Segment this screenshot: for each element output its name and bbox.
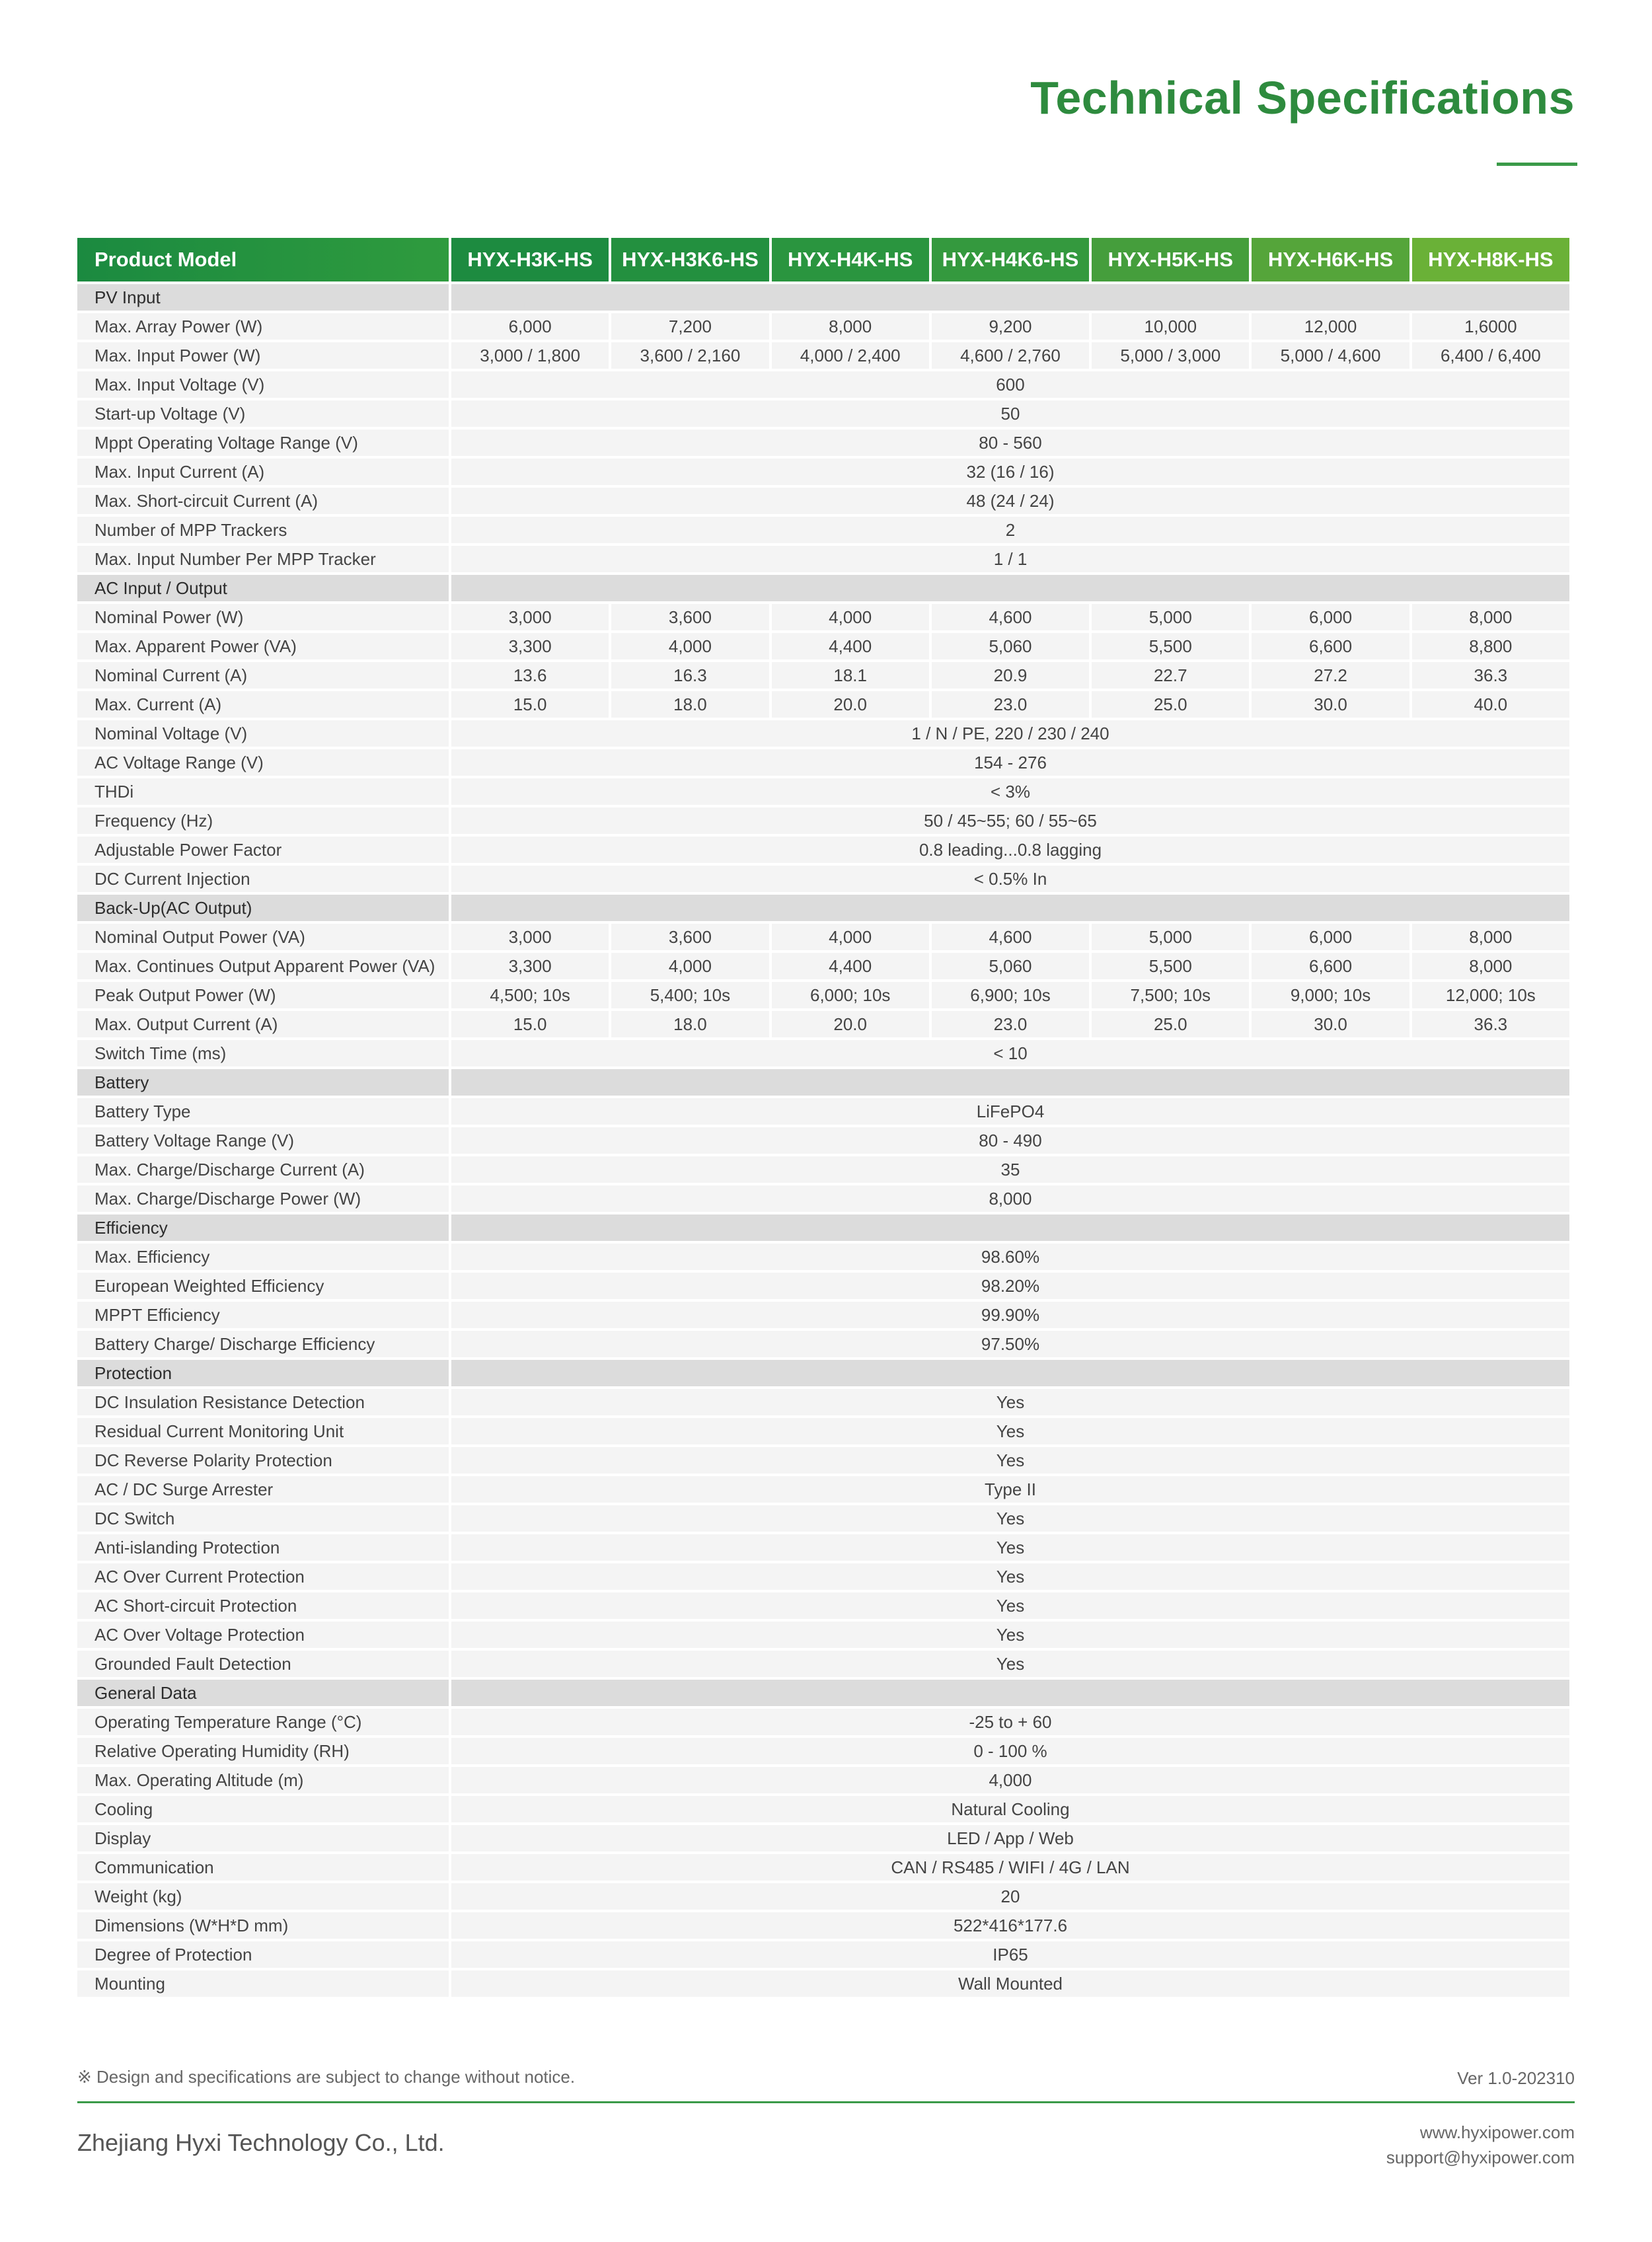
spec-value: 9,000; 10s: [1252, 982, 1409, 1008]
spec-label: Battery Type: [77, 1098, 449, 1125]
section-title: General Data: [77, 1680, 449, 1706]
spec-value: 8,800: [1412, 633, 1569, 659]
spec-row: [77, 1534, 1569, 1561]
spec-row: [77, 313, 1569, 340]
spec-value: 12,000: [1252, 313, 1409, 340]
section-row: [77, 1360, 1569, 1386]
spec-value: 4,000: [772, 604, 929, 630]
spec-label: Max. Short-circuit Current (A): [77, 488, 449, 514]
spec-value: 40.0: [1412, 691, 1569, 718]
spec-label: Max. Efficiency: [77, 1244, 449, 1270]
spec-row: [77, 837, 1569, 863]
spec-row: [77, 1767, 1569, 1793]
spec-label: Mounting: [77, 1970, 449, 1997]
spec-row: [77, 866, 1569, 892]
spec-label: DC Reverse Polarity Protection: [77, 1447, 449, 1474]
header-model: HYX-H3K-HS: [451, 238, 609, 281]
footer-divider: [77, 2101, 1575, 2103]
spec-row: [77, 488, 1569, 514]
spec-row: [77, 1447, 1569, 1474]
spec-row: [77, 1825, 1569, 1851]
version-label: Ver 1.0-202310: [1457, 2068, 1575, 2088]
spec-value-shared: 50 / 45~55; 60 / 55~65: [451, 807, 1569, 834]
spec-value-shared: 4,000: [451, 1767, 1569, 1793]
spec-value: 8,000: [1412, 604, 1569, 630]
spec-value: 5,000: [1092, 604, 1249, 630]
spec-row: [77, 604, 1569, 630]
spec-label: DC Insulation Resistance Detection: [77, 1389, 449, 1415]
header-row: [77, 238, 1569, 281]
spec-value-shared: -25 to + 60: [451, 1709, 1569, 1735]
spec-value: 23.0: [932, 1011, 1089, 1037]
spec-label: Anti-islanding Protection: [77, 1534, 449, 1561]
spec-label: Max. Charge/Discharge Current (A): [77, 1156, 449, 1183]
spec-value: 36.3: [1412, 662, 1569, 689]
header-model: HYX-H6K-HS: [1252, 238, 1409, 281]
spec-value-shared: 2: [451, 517, 1569, 543]
spec-label: Nominal Current (A): [77, 662, 449, 689]
section-row: [77, 895, 1569, 921]
spec-value: 30.0: [1252, 691, 1409, 718]
spec-label: Max. Input Number Per MPP Tracker: [77, 546, 449, 572]
spec-row: [77, 1883, 1569, 1910]
spec-label: MPPT Efficiency: [77, 1302, 449, 1328]
spec-value: 7,200: [611, 313, 769, 340]
spec-value: 5,500: [1092, 953, 1249, 979]
spec-label: Number of MPP Trackers: [77, 517, 449, 543]
spec-value: 9,200: [932, 313, 1089, 340]
spec-label: Dimensions (W*H*D mm): [77, 1912, 449, 1939]
spec-row: [77, 1185, 1569, 1212]
section-title: PV Input: [77, 284, 449, 311]
section-row: [77, 1680, 1569, 1706]
spec-value-shared: < 3%: [451, 778, 1569, 805]
contact-block: [1386, 2120, 1575, 2170]
spec-value: 5,000 / 4,600: [1252, 342, 1409, 369]
spec-label: Battery Charge/ Discharge Efficiency: [77, 1331, 449, 1357]
title-underline: [1497, 163, 1577, 166]
spec-label: Nominal Output Power (VA): [77, 924, 449, 950]
spec-label: Max. Input Current (A): [77, 459, 449, 485]
spec-row: [77, 1738, 1569, 1764]
spec-label: Communication: [77, 1854, 449, 1881]
spec-label: THDi: [77, 778, 449, 805]
spec-value: 8,000: [1412, 924, 1569, 950]
spec-value-shared: Natural Cooling: [451, 1796, 1569, 1822]
spec-value: 6,600: [1252, 953, 1409, 979]
page-title: Technical Specifications: [1030, 72, 1575, 124]
spec-value-shared: Yes: [451, 1418, 1569, 1444]
spec-value: 4,000: [611, 953, 769, 979]
spec-value-shared: Yes: [451, 1389, 1569, 1415]
spec-label: Max. Apparent Power (VA): [77, 633, 449, 659]
spec-value: 18.1: [772, 662, 929, 689]
spec-row: [77, 720, 1569, 747]
spec-row: [77, 691, 1569, 718]
spec-value: 13.6: [451, 662, 609, 689]
spec-value: 1,6000: [1412, 313, 1569, 340]
spec-row: [77, 1505, 1569, 1532]
spec-value-shared: < 0.5% In: [451, 866, 1569, 892]
spec-label: Max. Output Current (A): [77, 1011, 449, 1037]
section-row: [77, 1069, 1569, 1096]
spec-row: [77, 1098, 1569, 1125]
spec-row: [77, 924, 1569, 950]
spec-row: [77, 633, 1569, 659]
spec-value: 30.0: [1252, 1011, 1409, 1037]
header-model: HYX-H5K-HS: [1092, 238, 1249, 281]
spec-row: [77, 1854, 1569, 1881]
spec-value-shared: IP65: [451, 1941, 1569, 1968]
spec-value-shared: 99.90%: [451, 1302, 1569, 1328]
spec-value: 5,060: [932, 953, 1089, 979]
spec-row: [77, 371, 1569, 398]
spec-value: 4,600: [932, 924, 1089, 950]
spec-row: [77, 662, 1569, 689]
spec-label: AC Over Voltage Protection: [77, 1622, 449, 1648]
spec-value-shared: 8,000: [451, 1185, 1569, 1212]
spec-row: [77, 1709, 1569, 1735]
header-product-model: Product Model: [77, 238, 449, 281]
spec-value: 4,000: [772, 924, 929, 950]
spec-value: 4,500; 10s: [451, 982, 609, 1008]
spec-label: Adjustable Power Factor: [77, 837, 449, 863]
spec-value: 6,000: [1252, 924, 1409, 950]
spec-row: [77, 1389, 1569, 1415]
spec-value-shared: 50: [451, 400, 1569, 427]
section-fill: [451, 284, 1569, 311]
spec-value: 4,400: [772, 953, 929, 979]
spec-row: [77, 1970, 1569, 1997]
spec-label: Max. Charge/Discharge Power (W): [77, 1185, 449, 1212]
spec-value: 25.0: [1092, 1011, 1249, 1037]
spec-body: [77, 284, 1569, 1997]
spec-row: [77, 1273, 1569, 1299]
section-fill: [451, 575, 1569, 601]
spec-row: [77, 1476, 1569, 1503]
spec-value: 4,600 / 2,760: [932, 342, 1089, 369]
section-fill: [451, 1069, 1569, 1096]
spec-row: [77, 749, 1569, 776]
spec-label: Mppt Operating Voltage Range (V): [77, 430, 449, 456]
spec-value: 3,600: [611, 604, 769, 630]
spec-value-shared: 98.20%: [451, 1273, 1569, 1299]
spec-row: [77, 1156, 1569, 1183]
spec-value: 8,000: [772, 313, 929, 340]
spec-value: 6,900; 10s: [932, 982, 1089, 1008]
spec-value-shared: 20: [451, 1883, 1569, 1910]
spec-row: [77, 517, 1569, 543]
spec-label: Weight (kg): [77, 1883, 449, 1910]
spec-value-shared: Yes: [451, 1622, 1569, 1648]
spec-value-shared: Wall Mounted: [451, 1970, 1569, 1997]
spec-row: [77, 778, 1569, 805]
spec-row: [77, 1244, 1569, 1270]
spec-value: 15.0: [451, 1011, 609, 1037]
spec-value: 10,000: [1092, 313, 1249, 340]
spec-label: AC Voltage Range (V): [77, 749, 449, 776]
spec-value-shared: 0 - 100 %: [451, 1738, 1569, 1764]
spec-row: [77, 1011, 1569, 1037]
spec-value-shared: 35: [451, 1156, 1569, 1183]
spec-label: AC Over Current Protection: [77, 1563, 449, 1590]
header-model: HYX-H4K-HS: [772, 238, 929, 281]
spec-row: [77, 1592, 1569, 1619]
spec-value-shared: Yes: [451, 1534, 1569, 1561]
spec-value: 20.0: [772, 1011, 929, 1037]
spec-label: Max. Input Power (W): [77, 342, 449, 369]
spec-label: AC / DC Surge Arrester: [77, 1476, 449, 1503]
spec-row: [77, 807, 1569, 834]
spec-row: [77, 1127, 1569, 1154]
spec-value-shared: 154 - 276: [451, 749, 1569, 776]
spec-value-shared: 80 - 490: [451, 1127, 1569, 1154]
spec-value-shared: 48 (24 / 24): [451, 488, 1569, 514]
spec-value: 36.3: [1412, 1011, 1569, 1037]
section-title: Back-Up(AC Output): [77, 895, 449, 921]
spec-row: [77, 1040, 1569, 1066]
spec-value-shared: 0.8 leading...0.8 lagging: [451, 837, 1569, 863]
spec-label: Battery Voltage Range (V): [77, 1127, 449, 1154]
spec-label: Max. Continues Output Apparent Power (VA): [77, 953, 449, 979]
section-title: AC Input / Output: [77, 575, 449, 601]
spec-value: 6,000; 10s: [772, 982, 929, 1008]
spec-value: 5,400; 10s: [611, 982, 769, 1008]
spec-value-shared: 32 (16 / 16): [451, 459, 1569, 485]
spec-value: 5,000 / 3,000: [1092, 342, 1249, 369]
spec-value: 3,000: [451, 604, 609, 630]
spec-row: [77, 1912, 1569, 1939]
spec-value-shared: 97.50%: [451, 1331, 1569, 1357]
header-model: HYX-H3K6-HS: [611, 238, 769, 281]
spec-value: 27.2: [1252, 662, 1409, 689]
spec-label: Residual Current Monitoring Unit: [77, 1418, 449, 1444]
spec-label: AC Short-circuit Protection: [77, 1592, 449, 1619]
spec-value-shared: Type II: [451, 1476, 1569, 1503]
spec-label: Nominal Voltage (V): [77, 720, 449, 747]
section-title: Protection: [77, 1360, 449, 1386]
spec-row: [77, 342, 1569, 369]
spec-label: DC Switch: [77, 1505, 449, 1532]
spec-value: 3,000 / 1,800: [451, 342, 609, 369]
spec-value: 3,000: [451, 924, 609, 950]
disclaimer-note: ※ Design and specifications are subject to change without notice.: [77, 2067, 576, 2087]
section-fill: [451, 1360, 1569, 1386]
section-fill: [451, 895, 1569, 921]
spec-value: 6,600: [1252, 633, 1409, 659]
spec-value-shared: 600: [451, 371, 1569, 398]
spec-value: 15.0: [451, 691, 609, 718]
spec-value: 3,600: [611, 924, 769, 950]
spec-value-shared: < 10: [451, 1040, 1569, 1066]
spec-value: 16.3: [611, 662, 769, 689]
spec-label: Grounded Fault Detection: [77, 1651, 449, 1677]
spec-row: [77, 1331, 1569, 1357]
spec-value-shared: Yes: [451, 1505, 1569, 1532]
section-fill: [451, 1214, 1569, 1241]
company-name: Zhejiang Hyxi Technology Co., Ltd.: [77, 2129, 445, 2156]
spec-value-shared: Yes: [451, 1447, 1569, 1474]
spec-label: Degree of Protection: [77, 1941, 449, 1968]
spec-label: Peak Output Power (W): [77, 982, 449, 1008]
spec-value: 4,000 / 2,400: [772, 342, 929, 369]
spec-label: Max. Array Power (W): [77, 313, 449, 340]
spec-value-shared: CAN / RS485 / WIFI / 4G / LAN: [451, 1854, 1569, 1881]
spec-value-shared: Yes: [451, 1592, 1569, 1619]
spec-value: 6,400 / 6,400: [1412, 342, 1569, 369]
spec-value: 20.0: [772, 691, 929, 718]
spec-value: 6,000: [451, 313, 609, 340]
section-row: [77, 284, 1569, 311]
spec-row: [77, 1302, 1569, 1328]
spec-value: 4,400: [772, 633, 929, 659]
spec-value-shared: 98.60%: [451, 1244, 1569, 1270]
spec-label: Nominal Power (W): [77, 604, 449, 630]
section-title: Battery: [77, 1069, 449, 1096]
support-email-link[interactable]: support@hyxipower.com: [1386, 2148, 1575, 2167]
spec-value: 3,600 / 2,160: [611, 342, 769, 369]
spec-row: [77, 1622, 1569, 1648]
spec-label: Start-up Voltage (V): [77, 400, 449, 427]
spec-row: [77, 430, 1569, 456]
spec-row: [77, 1651, 1569, 1677]
spec-value-shared: 1 / N / PE, 220 / 230 / 240: [451, 720, 1569, 747]
spec-value: 3,300: [451, 633, 609, 659]
spec-row: [77, 1563, 1569, 1590]
spec-row: [77, 459, 1569, 485]
spec-value-shared: Yes: [451, 1563, 1569, 1590]
spec-row: [77, 400, 1569, 427]
spec-value: 6,000: [1252, 604, 1409, 630]
spec-value-shared: 522*416*177.6: [451, 1912, 1569, 1939]
section-row: [77, 1214, 1569, 1241]
spec-label: Cooling: [77, 1796, 449, 1822]
spec-label: Frequency (Hz): [77, 807, 449, 834]
spec-value: 12,000; 10s: [1412, 982, 1569, 1008]
spec-value: 4,600: [932, 604, 1089, 630]
spec-row: [77, 1941, 1569, 1968]
spec-value: 25.0: [1092, 691, 1249, 718]
spec-value: 5,000: [1092, 924, 1249, 950]
spec-row: [77, 953, 1569, 979]
section-row: [77, 575, 1569, 601]
spec-row: [77, 546, 1569, 572]
website-link[interactable]: www.hyxipower.com: [1419, 2122, 1575, 2142]
spec-value-shared: LED / App / Web: [451, 1825, 1569, 1851]
spec-value-shared: 1 / 1: [451, 546, 1569, 572]
spec-value: 5,060: [932, 633, 1089, 659]
section-fill: [451, 1680, 1569, 1706]
spec-label: Max. Operating Altitude (m): [77, 1767, 449, 1793]
spec-label: Switch Time (ms): [77, 1040, 449, 1066]
header-model: HYX-H8K-HS: [1412, 238, 1569, 281]
spec-value-shared: Yes: [451, 1651, 1569, 1677]
spec-label: European Weighted Efficiency: [77, 1273, 449, 1299]
spec-value: 4,000: [611, 633, 769, 659]
spec-value: 8,000: [1412, 953, 1569, 979]
spec-value: 23.0: [932, 691, 1089, 718]
spec-label: Relative Operating Humidity (RH): [77, 1738, 449, 1764]
spec-value: 18.0: [611, 691, 769, 718]
section-title: Efficiency: [77, 1214, 449, 1241]
spec-row: [77, 1796, 1569, 1822]
spec-label: Display: [77, 1825, 449, 1851]
spec-value-shared: 80 - 560: [451, 430, 1569, 456]
spec-label: Operating Temperature Range (°C): [77, 1709, 449, 1735]
spec-row: [77, 1418, 1569, 1444]
spec-value: 5,500: [1092, 633, 1249, 659]
spec-label: Max. Current (A): [77, 691, 449, 718]
spec-value: 20.9: [932, 662, 1089, 689]
spec-value-shared: LiFePO4: [451, 1098, 1569, 1125]
spec-row: [77, 982, 1569, 1008]
spec-label: Max. Input Voltage (V): [77, 371, 449, 398]
spec-table: [75, 235, 1572, 1999]
spec-value: 18.0: [611, 1011, 769, 1037]
header-model: HYX-H4K6-HS: [932, 238, 1089, 281]
spec-value: 7,500; 10s: [1092, 982, 1249, 1008]
spec-label: DC Current Injection: [77, 866, 449, 892]
spec-value: 3,300: [451, 953, 609, 979]
spec-value: 22.7: [1092, 662, 1249, 689]
